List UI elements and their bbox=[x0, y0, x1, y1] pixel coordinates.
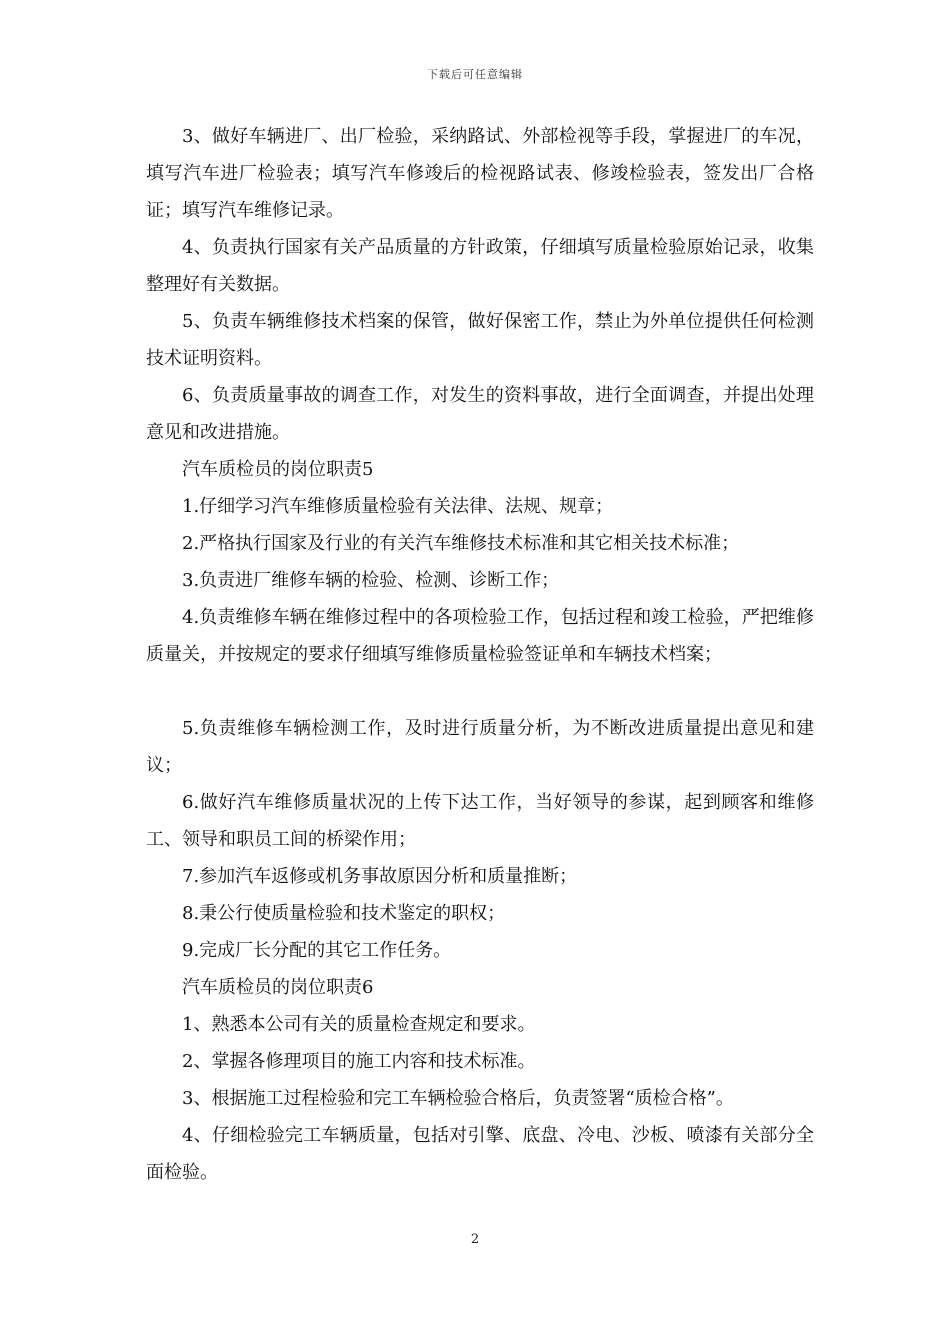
paragraph-3: 3、做好车辆进厂、出厂检验，采纳路试、外部检视等手段，掌握进厂的车况，填写汽车进厂检验表；填写汽车修竣后的检视路试表、修竣检验表，签发出厂合格证；填写汽车维修记录。 bbox=[146, 126, 814, 221]
section-5-item-6: 6.做好汽车维修质量状况的上传下达工作，当好领导的参谋，起到顾客和维修工、领导和职员工间的桥梁作用； bbox=[146, 792, 814, 850]
section-5-item-1: 1.仔细学习汽车维修质量检验有关法律、法规、规章； bbox=[182, 496, 614, 517]
section-6-item-3: 3、根据施工过程检验和完工车辆检验合格后，负责签署“质检合格”。 bbox=[182, 1088, 734, 1109]
document-body bbox=[146, 118, 814, 1191]
section-6-item-1: 1、熟悉本公司有关的质量检查规定和要求。 bbox=[182, 1014, 536, 1035]
section-5-item-9: 9.完成厂长分配的其它工作任务。 bbox=[182, 940, 452, 961]
section-5-item-3: 3.负责进厂维修车辆的检验、检测、诊断工作； bbox=[182, 570, 560, 591]
section-6-title: 汽车质检员的岗位职责6 bbox=[182, 977, 374, 998]
section-6-item-2: 2、掌握各修理项目的施工内容和技术标准。 bbox=[182, 1051, 536, 1072]
section-5-item-5: 5.负责维修车辆检测工作，及时进行质量分析，为不断改进质量提出意见和建议； bbox=[146, 718, 814, 776]
section-5-item-4: 4.负责维修车辆在维修过程中的各项检验工作，包括过程和竣工检验，严把维修质量关，并按规定的要求仔细填写维修质量检验签证单和车辆技术档案； bbox=[146, 607, 814, 665]
blank-line bbox=[146, 673, 814, 710]
section-5-title: 汽车质检员的岗位职责5 bbox=[182, 459, 374, 480]
paragraph-4: 4、负责执行国家有关产品质量的方针政策，仔细填写质量检验原始记录，收集整理好有关数据。 bbox=[146, 237, 814, 295]
paragraph-6: 6、负责质量事故的调查工作，对发生的资料事故，进行全面调查，并提出处理意见和改进措施。 bbox=[146, 385, 814, 443]
paragraph-5: 5、负责车辆维修技术档案的保管，做好保密工作，禁止为外单位提供任何检测技术证明资料。 bbox=[146, 311, 814, 369]
page-number: 2 bbox=[470, 1232, 480, 1247]
section-5-item-2: 2.严格执行国家及行业的有关汽车维修技术标准和其它相关技术标准； bbox=[182, 533, 740, 554]
page-header: 下载后可任意编辑 bbox=[427, 68, 523, 81]
section-5-item-8: 8.秉公行使质量检验和技术鉴定的职权； bbox=[182, 903, 506, 924]
section-6-item-4: 4、仔细检验完工车辆质量，包括对引擎、底盘、冷电、沙板、喷漆有关部分全面检验。 bbox=[146, 1125, 814, 1183]
section-5-item-7: 7.参加汽车返修或机务事故原因分析和质量推断； bbox=[182, 866, 578, 887]
